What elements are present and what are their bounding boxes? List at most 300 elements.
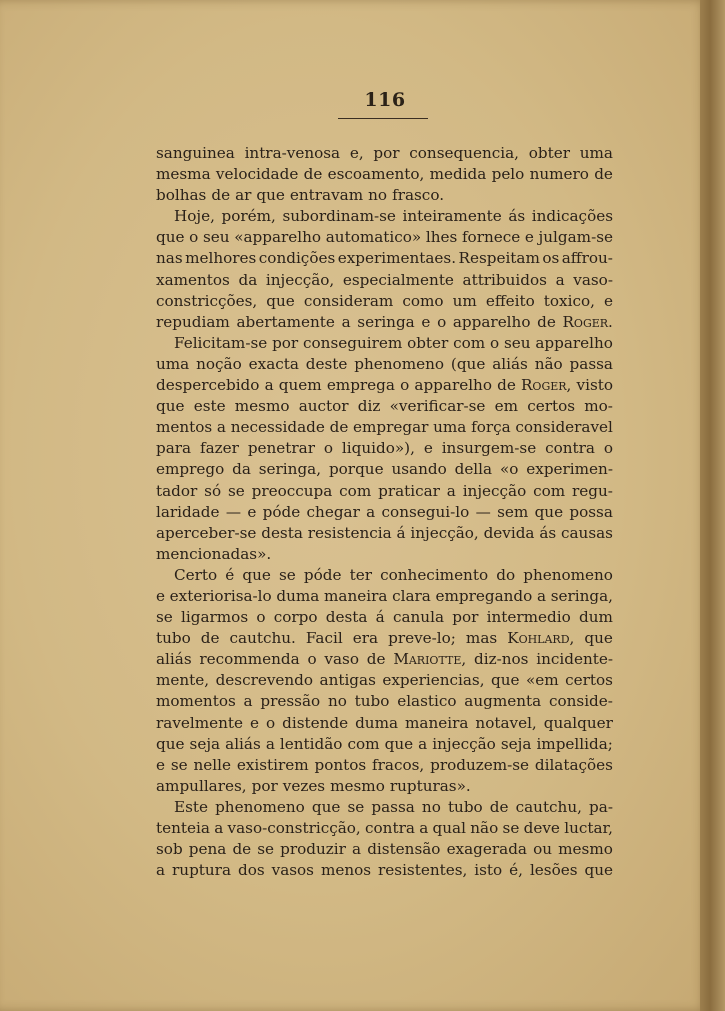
word: vasos: [271, 861, 314, 880]
word: da: [232, 460, 251, 479]
word: se: [170, 755, 188, 774]
word: tador: [156, 481, 198, 500]
text-line: [156, 143, 613, 164]
word: e: [250, 713, 259, 732]
word: liquido»),: [341, 439, 415, 458]
word: de: [211, 186, 231, 205]
word: automatico»: [325, 228, 422, 247]
word: vaso-: [573, 270, 613, 289]
word: canula: [392, 608, 445, 627]
word: Hoje,: [174, 207, 215, 226]
word: Roger,: [520, 376, 572, 395]
word: condições: [258, 249, 336, 268]
word: por: [373, 144, 400, 162]
word: que: [534, 502, 564, 521]
word: pontos: [314, 755, 367, 774]
word: mente,: [156, 671, 210, 690]
text-line: [156, 227, 613, 248]
word: seu: [202, 228, 230, 247]
word: inteiramente: [402, 207, 502, 226]
word: diz-nos: [474, 650, 529, 669]
word: e: [247, 502, 257, 521]
word: affrou-: [561, 249, 613, 268]
word: era: [352, 629, 379, 648]
word: com: [533, 481, 566, 500]
word: tubo: [156, 629, 191, 648]
word: isto: [474, 861, 503, 880]
word: que: [242, 565, 271, 584]
word: no: [421, 797, 441, 816]
word: com: [453, 333, 486, 352]
word: a: [418, 734, 428, 753]
word: passa: [371, 797, 415, 816]
word: Facil: [305, 629, 343, 648]
word: a: [352, 840, 362, 859]
word: da: [238, 270, 258, 289]
word: conhecimento: [380, 565, 489, 584]
word: injecção,: [410, 523, 479, 542]
word: diz: [357, 397, 381, 416]
word: se: [279, 565, 296, 584]
word: mesma: [156, 165, 211, 184]
word: «verificar-se: [389, 397, 486, 416]
word: por: [452, 608, 479, 627]
word: phenomeno: [215, 797, 305, 816]
word: se: [257, 840, 275, 859]
word: a: [446, 481, 456, 500]
word: a: [341, 312, 351, 331]
page-edge: [700, 0, 725, 1011]
word: no: [327, 692, 347, 711]
word: e: [421, 312, 431, 331]
word: mesmo: [558, 840, 613, 859]
word: Mariotte,: [393, 650, 467, 669]
word: aliás: [492, 354, 528, 373]
word: ligarmos: [181, 608, 249, 627]
text-line: [156, 375, 613, 396]
word: que: [266, 291, 295, 310]
word: que: [584, 629, 613, 648]
word: e: [423, 439, 433, 458]
word: empregando: [435, 586, 533, 605]
text-line: [156, 818, 613, 839]
word: a: [156, 861, 166, 880]
body-text: [156, 143, 613, 881]
word: vaso-constricção,: [227, 819, 361, 837]
word: Este: [174, 797, 208, 816]
word: «apparelho: [234, 228, 322, 247]
word: a: [216, 418, 226, 437]
word: vaso: [324, 650, 359, 669]
word: fracos,: [372, 755, 425, 774]
word: desta: [325, 608, 368, 627]
word: fornece: [461, 228, 521, 247]
text-line: [156, 755, 613, 776]
word: numero: [529, 165, 589, 184]
text-line: [156, 586, 613, 607]
word: aliás: [156, 650, 192, 669]
text-line: [156, 502, 613, 523]
text-line: [156, 691, 613, 712]
word: exagerada: [446, 840, 527, 859]
word: de: [594, 165, 613, 184]
word: só: [204, 481, 222, 500]
word: distensão: [367, 840, 441, 859]
word: ravelmente: [156, 713, 244, 732]
text-line: [156, 312, 613, 333]
word: póde: [303, 565, 342, 584]
word: attribuidos: [462, 270, 547, 289]
word: injecção: [432, 734, 496, 753]
word: por: [272, 333, 299, 352]
word: tubo: [354, 692, 390, 711]
word: abertamente: [236, 312, 335, 331]
word: como: [402, 291, 444, 310]
word: toxico,: [543, 291, 595, 310]
word: antigas: [319, 671, 376, 690]
text-line: [156, 797, 613, 818]
word: consequencia,: [409, 144, 519, 162]
word: de: [232, 840, 252, 859]
text-line: [156, 164, 613, 185]
word: é: [225, 565, 235, 584]
word: um: [452, 291, 477, 310]
word: passa: [569, 354, 613, 373]
word: o: [603, 439, 613, 458]
word: Roger.: [562, 312, 613, 331]
word: pelo: [491, 165, 525, 184]
word: nelle: [193, 755, 231, 774]
word: mentos: [156, 418, 213, 437]
word: necessidade: [230, 418, 325, 437]
word: obter: [407, 333, 449, 352]
word: os: [542, 249, 560, 268]
word: auctor: [298, 397, 349, 416]
word: cautchu,: [515, 797, 582, 816]
word: xamentos: [156, 270, 230, 289]
word: recommenda: [199, 650, 300, 669]
word: que: [491, 671, 520, 690]
word: exteriorisa-lo: [169, 586, 272, 605]
text-line: [156, 354, 613, 375]
word: deste: [305, 354, 348, 373]
word: deve: [523, 819, 560, 837]
word: apparelho: [452, 312, 531, 331]
text-line: [156, 628, 613, 649]
word: a: [265, 734, 275, 753]
word: tenteia: [156, 819, 210, 837]
text-line: [156, 417, 613, 438]
word: mesmo: [330, 776, 385, 795]
word: conside-: [548, 692, 613, 711]
word: augmenta: [464, 692, 542, 711]
word: sem: [497, 502, 529, 521]
word: com: [347, 734, 380, 753]
word: póde: [262, 502, 301, 521]
word: preve-lo;: [388, 629, 456, 648]
word: frasco.: [392, 186, 445, 205]
word: (que: [450, 354, 486, 373]
word: ruptura: [172, 861, 231, 880]
word: —: [475, 502, 491, 521]
word: e,: [349, 144, 364, 162]
word: produzir: [280, 840, 346, 859]
word: causas: [560, 523, 613, 542]
word: Felicitam-se: [174, 333, 268, 352]
word: ou: [533, 840, 553, 859]
word: possa: [569, 502, 613, 521]
word: ás: [508, 207, 526, 226]
word: ter: [349, 565, 372, 584]
word: contra: [545, 439, 595, 458]
word: mencionadas».: [156, 544, 272, 563]
word: em: [494, 397, 519, 416]
word: regu-: [572, 481, 613, 500]
word: o: [189, 228, 199, 247]
word: dilatações: [534, 755, 613, 774]
word: de: [537, 312, 556, 331]
word: devida: [483, 523, 535, 542]
word: bolhas: [156, 186, 207, 205]
word: sob: [156, 840, 183, 859]
word: Respeitam: [458, 249, 540, 268]
word: força: [471, 418, 511, 437]
page-number-rule: [338, 118, 428, 119]
text-line: [156, 481, 613, 502]
word: emprega: [326, 376, 395, 395]
text-line: [156, 270, 613, 291]
text-line: [156, 185, 613, 206]
text-line: [156, 860, 613, 881]
word: mesmo: [234, 397, 290, 416]
word: ás: [539, 523, 557, 542]
word: mas: [465, 629, 498, 648]
text-line: [156, 565, 613, 586]
word: que: [156, 397, 185, 416]
word: lesões: [529, 861, 578, 880]
word: que: [311, 797, 341, 816]
text-line: [156, 459, 613, 480]
word: duma: [355, 713, 399, 732]
word: duma: [276, 586, 320, 605]
word: subordinam-se: [282, 207, 396, 226]
word: de: [366, 650, 386, 669]
word: pressão: [260, 692, 321, 711]
word: empregar: [353, 418, 429, 437]
word: a: [214, 819, 224, 837]
word: chegar: [306, 502, 360, 521]
word: a: [536, 586, 547, 605]
word: laridade: [156, 502, 220, 521]
text-line: [156, 839, 613, 860]
word: rupturas».: [389, 776, 471, 795]
text-line: [156, 396, 613, 417]
word: por: [251, 776, 278, 795]
word: indicações: [531, 207, 613, 226]
word: corpo: [273, 608, 318, 627]
word: se: [502, 819, 520, 837]
word: visto: [576, 376, 613, 395]
word: seringa,: [550, 586, 613, 605]
word: notavel,: [475, 713, 537, 732]
word: o: [437, 312, 447, 331]
word: vezes: [282, 776, 326, 795]
word: maneira: [324, 586, 388, 605]
word: distende: [282, 713, 349, 732]
word: descrevendo: [215, 671, 314, 690]
text-line: [156, 333, 613, 354]
word: seringa,: [258, 460, 322, 479]
word: é,: [509, 861, 523, 880]
word: produzem-se: [430, 755, 530, 774]
word: cautchu.: [229, 629, 296, 648]
word: que: [384, 734, 414, 753]
word: melhores: [185, 249, 257, 268]
word: julgam-se: [538, 228, 613, 247]
word: e: [156, 755, 165, 774]
word: exacta: [248, 354, 299, 373]
word: que: [256, 186, 285, 205]
word: e: [524, 228, 534, 247]
word: resistentes,: [378, 861, 468, 880]
text-line: [156, 649, 613, 670]
word: apparelho: [535, 333, 613, 352]
word: lhes: [425, 228, 458, 247]
word: e: [603, 291, 613, 310]
word: uma: [156, 354, 190, 373]
word: dos: [237, 861, 265, 880]
text-line: [156, 607, 613, 628]
word: nas: [156, 249, 183, 268]
word: momentos: [156, 692, 236, 711]
word: quem: [278, 376, 322, 395]
word: despercebido: [156, 376, 260, 395]
word: ar: [235, 186, 252, 205]
word: lentidão: [279, 734, 343, 753]
text-line: [156, 670, 613, 691]
word: impellida;: [536, 734, 613, 753]
word: menos: [320, 861, 372, 880]
word: phenomeno: [523, 565, 613, 584]
word: «o: [499, 460, 519, 479]
word: seja: [189, 734, 221, 753]
word: o: [256, 608, 266, 627]
word: penetrar: [247, 439, 315, 458]
word: consideravel: [515, 418, 613, 437]
word: com: [339, 481, 372, 500]
text-line: [156, 544, 613, 565]
word: certos: [527, 397, 576, 416]
word: apparelho: [414, 376, 492, 395]
word: seja: [500, 734, 532, 753]
word: á: [375, 608, 385, 627]
word: este: [193, 397, 226, 416]
text-line: [156, 734, 613, 755]
word: mo-: [584, 397, 613, 416]
word: o: [323, 439, 334, 458]
word: a: [555, 270, 565, 289]
word: medida: [429, 165, 487, 184]
word: —: [225, 502, 242, 521]
text-line: [156, 713, 613, 734]
word: clara: [392, 586, 431, 605]
word: que: [156, 228, 185, 247]
word: sanguinea: [156, 144, 235, 162]
word: para: [156, 439, 192, 458]
word: phenomeno: [354, 354, 445, 373]
word: a: [264, 376, 274, 395]
word: insurgem-se: [441, 439, 537, 458]
word: não: [470, 819, 499, 837]
word: que: [156, 734, 185, 753]
text-line: [156, 438, 613, 459]
word: maneira: [405, 713, 469, 732]
text-line: [156, 206, 613, 227]
word: se: [227, 481, 245, 500]
word: o: [265, 713, 276, 732]
word: o: [400, 376, 410, 395]
word: incidente-: [536, 650, 613, 669]
word: velocidade: [215, 165, 299, 184]
word: aperceber-se: [156, 523, 257, 542]
word: «em: [526, 671, 559, 690]
word: experiencias,: [382, 671, 485, 690]
word: noção: [196, 354, 242, 373]
word: e: [156, 586, 165, 605]
word: fazer: [199, 439, 239, 458]
word: consegui-lo: [381, 502, 470, 521]
word: injecção,: [265, 270, 335, 289]
word: de: [329, 418, 349, 437]
word: não: [534, 354, 563, 373]
word: obter: [528, 144, 570, 162]
word: uma: [579, 144, 613, 162]
word: a: [366, 502, 376, 521]
word: effeito: [485, 291, 535, 310]
word: della: [454, 460, 493, 479]
word: de: [497, 376, 516, 395]
word: repudiam: [156, 312, 230, 331]
word: qualquer: [543, 713, 613, 732]
word: escoamento,: [327, 165, 425, 184]
word: resistencia: [307, 523, 392, 542]
word: se: [156, 608, 173, 627]
word: de: [489, 797, 509, 816]
word: especialmente: [342, 270, 454, 289]
word: emprego: [156, 460, 225, 479]
word: se: [347, 797, 365, 816]
page-number: 116: [364, 89, 406, 111]
word: injecção: [462, 481, 527, 500]
word: seringa: [357, 312, 415, 331]
word: consideram: [303, 291, 394, 310]
word: conseguirem: [303, 333, 403, 352]
word: experimentaes.: [337, 249, 457, 268]
word: do: [496, 565, 516, 584]
word: a: [243, 692, 253, 711]
word: entravam: [289, 186, 364, 205]
word: de: [303, 165, 323, 184]
word: que: [584, 861, 613, 880]
word: intermedio: [486, 608, 571, 627]
word: desta: [261, 523, 303, 542]
word: pena: [188, 840, 227, 859]
word: seu: [503, 333, 531, 352]
word: porém,: [221, 207, 276, 226]
word: de: [200, 629, 220, 648]
word: certos: [565, 671, 613, 690]
word: praticar: [378, 481, 440, 500]
